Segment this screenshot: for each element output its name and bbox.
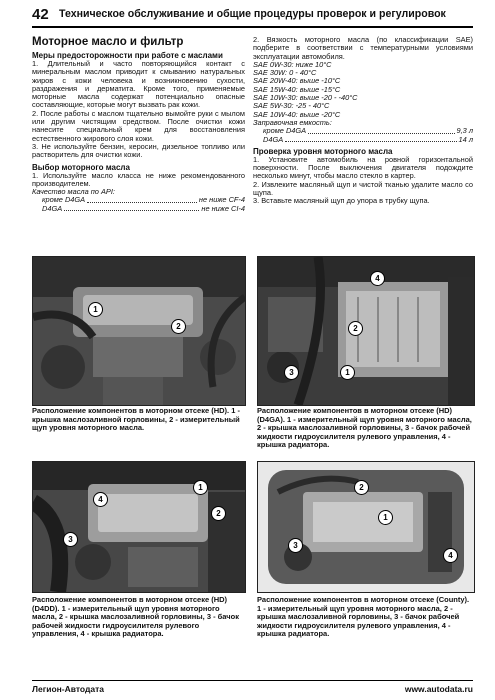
callout-3: 3 [63, 532, 78, 547]
callout-4: 4 [93, 492, 108, 507]
safety-item-3: 3. Не используйте бензин, керосин, дизельное топливо или растворитель для очистки кожи. [32, 141, 245, 160]
section-title: Моторное масло и фильтр [32, 36, 184, 48]
callout-2: 2 [211, 506, 226, 521]
callout-4: 4 [443, 548, 458, 563]
caption-county: Расположение компонентов в моторном отсеке (County). 1 - измерительный щуп уровня моторного масла, 2 - крышка маслозаливной горловины, 3 - бачок рабочей жидкости гидроусилителя рулевого управления, 4 - крышка радиатора. [257, 595, 470, 639]
sae-item: SAE 20W-40: выше -10°C [253, 76, 341, 86]
oil-check-heading: Проверка уровня моторного масла [253, 146, 393, 156]
callout-2: 2 [348, 321, 363, 336]
oil-check-step-1: 1. Установите автомобиль на ровной горизонтальной поверхности. После выключения двигателя подождите несколько минут, чтобы масло стекло в картер. [253, 154, 473, 181]
callout-4: 4 [370, 271, 385, 286]
callout-1: 1 [88, 302, 103, 317]
engine-photo-hd [32, 256, 246, 406]
oil-choice-item-1: 1. Используйте масло класса не ниже рекомендованного производителем. [32, 170, 245, 188]
oil-choice-heading: Выбор моторного масла [32, 162, 130, 172]
engine-photo-hd-image [33, 257, 245, 405]
running-title: Техническое обслуживание и общие процедуры проверок и регулировок [59, 8, 446, 20]
oil-check-step-2: 2. Извлеките масляный щуп и чистой тканью удалите масло со щупа. [253, 179, 473, 198]
callout-1: 1 [378, 510, 393, 525]
sae-item: SAE 10W-40: выше -20°C [253, 109, 341, 119]
engine-photo-d4dd-image [33, 462, 245, 592]
sae-item: SAE 0W-30: ниже 10°C [253, 59, 332, 69]
website-link[interactable]: www.autodata.ru [404, 684, 473, 694]
publisher-name: Легион-Автодата [32, 684, 105, 694]
left-column [32, 36, 245, 213]
safety-item-1: 1. Длительный и часто повторяющийся контакт с минеральным маслом приводит к смыванию натуральных жиров с кожи человека и возникновению сухости, раздражения и дерматита. Кроме того, применяемые моторные масла содержат потенциально опасные составляющие, которые могут вызвать рак кожи. [32, 59, 245, 110]
api-row: кроме D4GA не ниже CF-4 [42, 195, 245, 205]
capacity-row: D4GA 14 л [263, 134, 473, 144]
caption-hd: Расположение компонентов в моторном отсеке (HD). 1 - крышка маслозаливной горловины, 2 - измерительный щуп уровня моторного масла. [32, 406, 240, 433]
callout-1: 1 [193, 480, 208, 495]
engine-photo-county [257, 461, 475, 593]
caption-d4ga: Расположение компонентов в моторном отсеке (HD) (D4GA). 1 - измерительный щуп уровня моторного масла, 2 - крышка маслозаливной горловины, 3 - бачок рабочей жидкости гидроусилителя рулевого управления, 4 - крышка радиатора. [257, 406, 472, 450]
safety-heading: Меры предосторожности при работе с маслами [32, 51, 223, 60]
api-row: D4GA не ниже CI-4 [42, 203, 245, 213]
capacity-label: Заправочная емкость: [253, 117, 332, 127]
header-rule [32, 26, 473, 28]
callout-2: 2 [171, 319, 186, 334]
oil-check-step-3: 3. Вставьте масляный щуп до упора в трубку щупа. [253, 196, 430, 206]
page-header [32, 6, 473, 26]
sae-item: SAE 5W-30: -25 - 40°C [253, 101, 330, 111]
callout-1: 1 [340, 365, 355, 380]
callout-3: 3 [288, 538, 303, 553]
sae-item: SAE 15W-40: выше -15°C [253, 84, 341, 94]
callout-3: 3 [284, 365, 299, 380]
engine-photo-d4dd [32, 461, 246, 593]
callout-2: 2 [354, 480, 369, 495]
page-number: 42 [32, 6, 49, 23]
safety-item-2: 2. После работы с маслом тщательно вымойте руки с мылом или другим чистящим средством. После очистки кожи нанесите специальный крем для восстановления естественного жирового слоя кожи. [32, 108, 245, 143]
right-column [253, 36, 473, 206]
capacity-row: кроме D4GA 9,3 л [263, 126, 473, 136]
engine-photo-d4ga [257, 256, 475, 406]
caption-d4dd: Расположение компонентов в моторном отсеке (HD) (D4DD). 1 - измерительный щуп уровня моторного масла, 2 - крышка маслозаливной горловины, 3 - бачок рабочей жидкости гидроусилителя рулевого управления, 4 - крышка радиатора. [32, 595, 239, 639]
footer-rule [32, 680, 473, 681]
api-quality-label: Качество масла по API: [32, 187, 115, 197]
engine-photo-d4ga-image [258, 257, 474, 405]
sae-item: SAE 30W: 0 - 40°C [253, 68, 317, 78]
viscosity-intro: 2. Вязкость моторного масла (по классификации SAE) подберите в соответствии с температурными условиями эксплуатации автомобиля. [253, 35, 473, 61]
sae-item: SAE 10W-30: выше -20 - -40°C [253, 93, 358, 103]
